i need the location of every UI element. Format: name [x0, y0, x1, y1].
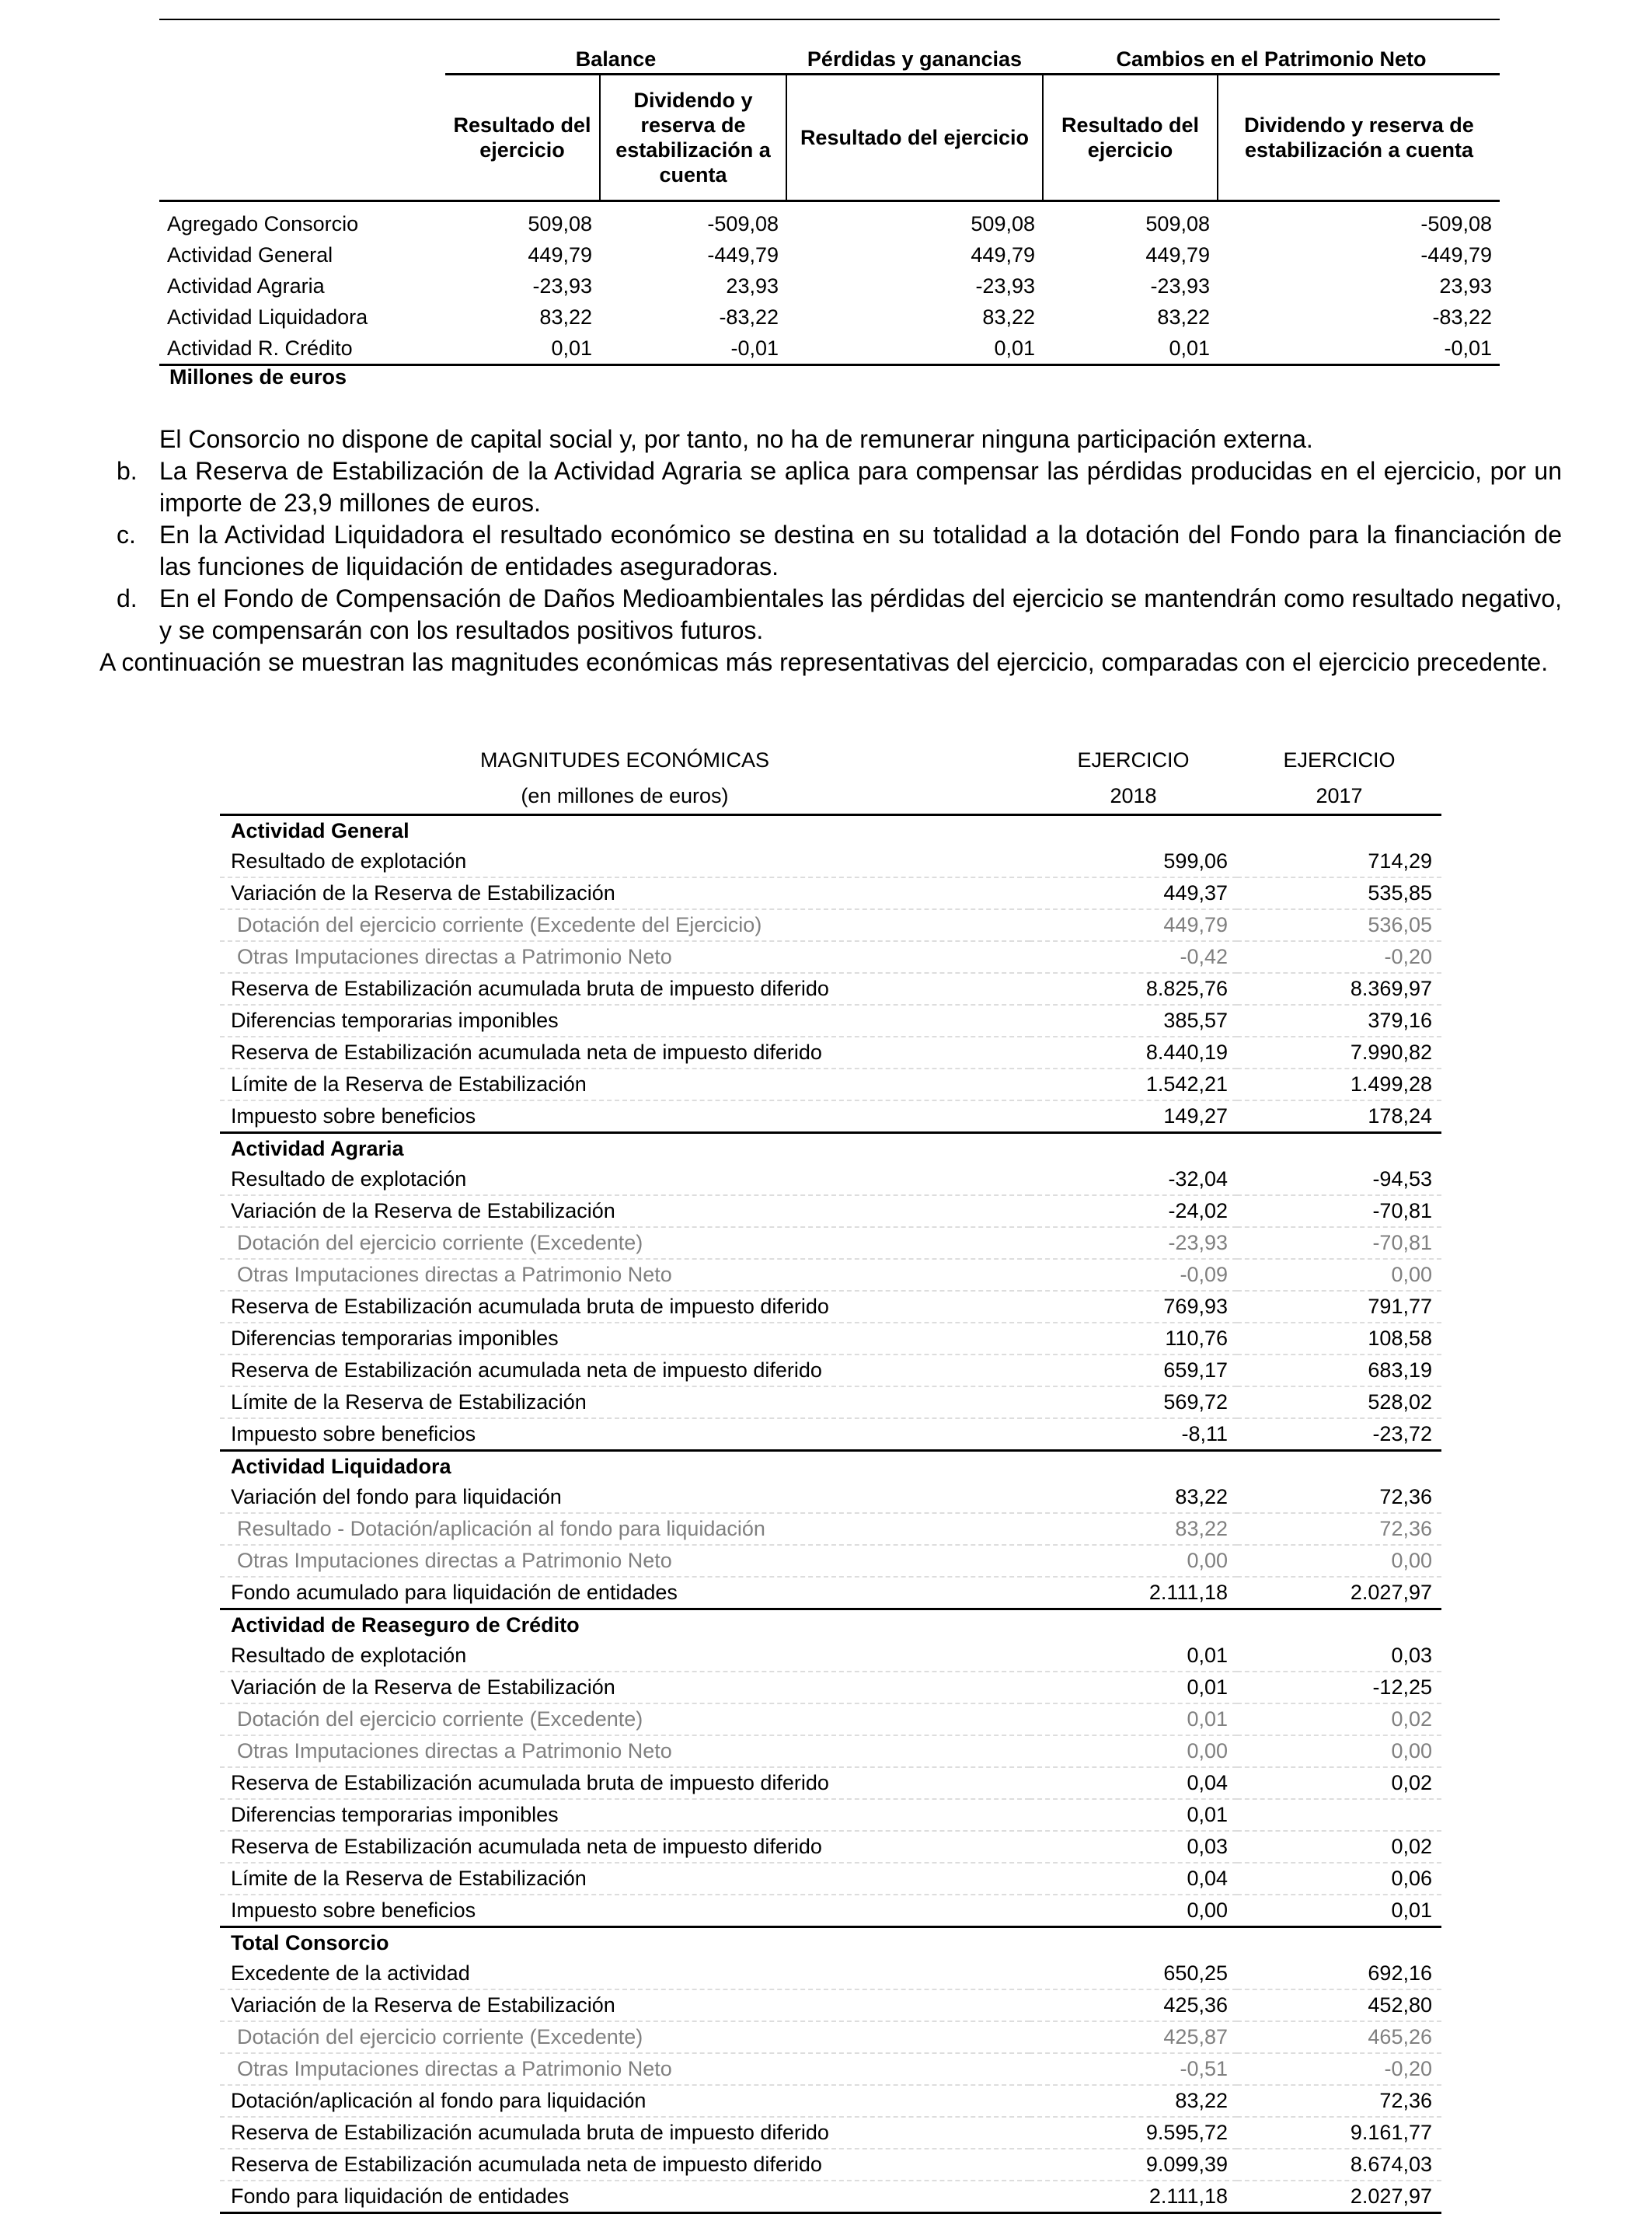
row-label: Actividad R. Crédito — [159, 333, 445, 365]
row-label: Reserva de Estabilización acumulada neta de impuesto diferido — [220, 2149, 1030, 2181]
value-2017: -94,53 — [1237, 1164, 1441, 1195]
value-2017: 0,02 — [1237, 1703, 1441, 1735]
section-header — [220, 1927, 1441, 1959]
value-2017: 0,01 — [1237, 1895, 1441, 1927]
table-row — [220, 2117, 1441, 2149]
section-title: Actividad Agraria — [231, 1137, 404, 1160]
table-row — [220, 1989, 1441, 2021]
table-row — [220, 1195, 1441, 1227]
row-value: -0,01 — [600, 333, 786, 365]
value-2017: 714,29 — [1237, 846, 1441, 877]
table-row — [220, 1863, 1441, 1895]
row-label: Resultado - Dotación/aplicación al fondo para liquidación — [220, 1513, 1030, 1545]
value-2018: 9.099,39 — [1030, 2149, 1237, 2181]
value-2018: -8,11 — [1030, 1418, 1237, 1451]
value-2018: 769,93 — [1030, 1291, 1237, 1323]
section-header — [220, 1133, 1441, 1165]
row-label: Reserva de Estabilización acumulada bruta de impuesto diferido — [220, 2117, 1030, 2149]
table-row — [220, 2021, 1441, 2053]
table-row — [220, 1227, 1441, 1259]
table-row — [220, 2149, 1441, 2181]
value-2018: 0,00 — [1030, 1545, 1237, 1577]
value-2017: 465,26 — [1237, 2021, 1441, 2053]
column-header: Dividendo y reserva de estabilización a cuenta — [1218, 75, 1500, 201]
list-marker: c. — [117, 521, 136, 549]
value-2018: 1.542,21 — [1030, 1069, 1237, 1100]
table-row — [159, 201, 1500, 240]
row-label: Variación de la Reserva de Estabilización — [220, 1672, 1030, 1703]
value-2018: 0,03 — [1030, 1831, 1237, 1863]
row-label: Reserva de Estabilización acumulada bruta de impuesto diferido — [220, 973, 1030, 1005]
value-2017: 0,02 — [1237, 1767, 1441, 1799]
row-label: Variación de la Reserva de Estabilización — [220, 1989, 1030, 2021]
table-row — [220, 1767, 1441, 1799]
value-2017: 72,36 — [1237, 1482, 1441, 1513]
row-label: Variación del fondo para liquidación — [220, 1482, 1030, 1513]
value-2018: 149,27 — [1030, 1100, 1237, 1133]
table-row — [220, 1735, 1441, 1767]
value-2017: 0,00 — [1237, 1259, 1441, 1291]
row-label: Reserva de Estabilización acumulada bruta de impuesto diferido — [220, 1291, 1030, 1323]
value-2017: -70,81 — [1237, 1227, 1441, 1259]
value-2017: 1.499,28 — [1237, 1069, 1441, 1100]
paragraph-intro: El Consorcio no dispone de capital social y, por tanto, no ha de remunerar ninguna participación externa. — [159, 425, 1313, 453]
value-2017: 0,00 — [1237, 1735, 1441, 1767]
value-2017: 536,05 — [1237, 909, 1441, 941]
value-2018: 449,79 — [1030, 909, 1237, 941]
row-label: Dotación del ejercicio corriente (Excedente) — [220, 1703, 1030, 1735]
table-row — [220, 1958, 1441, 1989]
year-header: 2018 — [1030, 778, 1237, 815]
value-2018: -32,04 — [1030, 1164, 1237, 1195]
row-value: 23,93 — [726, 274, 779, 298]
section-title: Actividad Liquidadora — [231, 1455, 451, 1478]
value-2017: 8.674,03 — [1237, 2149, 1441, 2181]
value-2017: -70,81 — [1237, 1195, 1441, 1227]
row-label: Variación de la Reserva de Estabilización — [220, 877, 1030, 909]
table-row — [220, 1259, 1441, 1291]
value-2017: 379,16 — [1237, 1005, 1441, 1037]
table-row — [220, 1640, 1441, 1672]
value-2018: -0,51 — [1030, 2053, 1237, 2085]
value-2018: 9.595,72 — [1030, 2117, 1237, 2149]
row-value: 449,79 — [528, 243, 592, 267]
row-label: Reserva de Estabilización acumulada neta de impuesto diferido — [220, 1831, 1030, 1863]
row-value: -0,01 — [1218, 333, 1500, 365]
column-header: Dividendo y reserva de estabilización a cuenta — [600, 75, 786, 201]
group-header-balance: Balance — [445, 44, 786, 75]
table-row — [220, 1482, 1441, 1513]
value-2018: 83,22 — [1030, 1513, 1237, 1545]
summary-table — [159, 44, 1500, 366]
row-label: Reserva de Estabilización acumulada bruta de impuesto diferido — [220, 1767, 1030, 1799]
top-rule — [159, 19, 1500, 20]
row-label: Reserva de Estabilización acumulada neta de impuesto diferido — [220, 1355, 1030, 1386]
table-subtitle: (en millones de euros) — [220, 778, 1030, 815]
table-row — [220, 1323, 1441, 1355]
row-label: Límite de la Reserva de Estabilización — [220, 1386, 1030, 1418]
table-row — [220, 1577, 1441, 1609]
row-value: 0,01 — [445, 333, 600, 365]
table-row — [220, 2085, 1441, 2117]
row-label: Dotación/aplicación al fondo para liquidación — [220, 2085, 1030, 2117]
row-value: 0,01 — [786, 333, 1043, 365]
magnitudes-table — [220, 742, 1441, 2214]
column-header: Resultado del ejercicio — [786, 75, 1043, 201]
value-2017: 178,24 — [1237, 1100, 1441, 1133]
list-text: En el Fondo de Compensación de Daños Medioambientales las pérdidas del ejercicio se mantendrán como resultado negativo, y se compensarán con los resultados positivos futuros. — [159, 584, 1562, 644]
table-row — [220, 1703, 1441, 1735]
value-2017: 108,58 — [1237, 1323, 1441, 1355]
row-value: -509,08 — [1420, 212, 1492, 235]
section-title: Actividad de Reaseguro de Crédito — [231, 1613, 580, 1637]
value-2018: 425,36 — [1030, 1989, 1237, 2021]
value-2017: 8.369,97 — [1237, 973, 1441, 1005]
paragraph-closing: A continuación se muestran las magnitudes económicas más representativas del ejercicio, comparadas con el ejercicio precedente. — [99, 648, 1549, 676]
table-row — [220, 1513, 1441, 1545]
year-col-label: EJERCICIO — [1077, 748, 1190, 772]
value-2017: 7.990,82 — [1237, 1037, 1441, 1069]
row-label: Límite de la Reserva de Estabilización — [220, 1863, 1030, 1895]
list-item — [99, 519, 1562, 583]
value-2018: 599,06 — [1030, 846, 1237, 877]
list-marker: b. — [117, 457, 138, 485]
year-header: 2017 — [1237, 778, 1441, 815]
section-header — [220, 815, 1441, 847]
row-value: -23,93 — [1150, 274, 1210, 298]
value-2017: -0,20 — [1237, 2053, 1441, 2085]
value-2017: -23,72 — [1237, 1418, 1441, 1451]
list-text: En la Actividad Liquidadora el resultado económico se destina en su totalidad a la dotación del Fondo para la financiación de las funciones de liquidación de entidades aseguradoras. — [159, 521, 1562, 581]
row-label: Diferencias temporarias imponibles — [220, 1323, 1030, 1355]
table-row — [220, 1386, 1441, 1418]
table-row — [220, 2181, 1441, 2213]
row-value: -23,93 — [532, 274, 592, 298]
table-row — [159, 302, 1500, 333]
value-2018: 110,76 — [1030, 1323, 1237, 1355]
row-value: 509,08 — [528, 212, 592, 235]
column-header: Resultado del ejercicio — [1043, 75, 1218, 201]
value-2017: -12,25 — [1237, 1672, 1441, 1703]
row-label: Límite de la Reserva de Estabilización — [220, 1069, 1030, 1100]
value-2018: 449,37 — [1030, 877, 1237, 909]
table-row — [220, 1418, 1441, 1451]
table-row — [220, 1100, 1441, 1133]
row-label: Dotación del ejercicio corriente (Excedente) — [220, 2021, 1030, 2053]
table-row — [220, 1291, 1441, 1323]
row-label: Resultado de explotación — [220, 846, 1030, 877]
value-2017: 528,02 — [1237, 1386, 1441, 1418]
value-2017: 791,77 — [1237, 1291, 1441, 1323]
value-2017: 692,16 — [1237, 1958, 1441, 1989]
row-value: 83,22 — [982, 305, 1035, 329]
table-title: MAGNITUDES ECONÓMICAS — [479, 748, 770, 772]
row-label: Impuesto sobre beneficios — [220, 1895, 1030, 1927]
row-label: Excedente de la actividad — [220, 1958, 1030, 1989]
row-label: Otras Imputaciones directas a Patrimonio Neto — [220, 2053, 1030, 2085]
row-label: Diferencias temporarias imponibles — [220, 1005, 1030, 1037]
section-header — [220, 1609, 1441, 1641]
value-2017: -0,20 — [1237, 941, 1441, 973]
row-label: Variación de la Reserva de Estabilización — [220, 1195, 1030, 1227]
row-value: 509,08 — [971, 212, 1035, 235]
table-row — [220, 877, 1441, 909]
row-value: -83,22 — [1432, 305, 1492, 329]
value-2017 — [1237, 1799, 1441, 1831]
row-label: Otras Imputaciones directas a Patrimonio Neto — [220, 1735, 1030, 1767]
row-value: 509,08 — [1145, 212, 1210, 235]
value-2018: 8.440,19 — [1030, 1037, 1237, 1069]
row-label: Fondo para liquidación de entidades — [220, 2181, 1030, 2213]
row-value: 83,22 — [539, 305, 592, 329]
row-label: Dotación del ejercicio corriente (Excedente del Ejercicio) — [220, 909, 1030, 941]
table-row — [220, 909, 1441, 941]
value-2018: 83,22 — [1030, 1482, 1237, 1513]
table-row — [220, 1355, 1441, 1386]
row-value: 83,22 — [1157, 305, 1210, 329]
group-header-patrimonio: Cambios en el Patrimonio Neto — [1043, 44, 1500, 75]
row-label: Diferencias temporarias imponibles — [220, 1799, 1030, 1831]
section-header — [220, 1451, 1441, 1483]
value-2018: -23,93 — [1030, 1227, 1237, 1259]
value-2018: 0,00 — [1030, 1895, 1237, 1927]
table-row — [159, 239, 1500, 270]
value-2017: 0,06 — [1237, 1863, 1441, 1895]
value-2017: 72,36 — [1237, 1513, 1441, 1545]
table-row — [220, 2053, 1441, 2085]
table-row — [220, 973, 1441, 1005]
value-2018: 0,04 — [1030, 1767, 1237, 1799]
table-row — [159, 270, 1500, 302]
value-2017: 72,36 — [1237, 2085, 1441, 2117]
value-2017: 0,00 — [1237, 1545, 1441, 1577]
table-row — [220, 846, 1441, 877]
table-row — [220, 1895, 1441, 1927]
value-2018: 2.111,18 — [1030, 2181, 1237, 2213]
row-label: Dotación del ejercicio corriente (Excedente) — [220, 1227, 1030, 1259]
row-label: Impuesto sobre beneficios — [220, 1100, 1030, 1133]
value-2018: 0,01 — [1030, 1640, 1237, 1672]
table-row — [220, 1545, 1441, 1577]
column-header: Resultado del ejercicio — [445, 75, 600, 201]
value-2018: 2.111,18 — [1030, 1577, 1237, 1609]
row-value: -449,79 — [1420, 243, 1492, 267]
row-label: Otras Imputaciones directas a Patrimonio Neto — [220, 941, 1030, 973]
row-value: 23,93 — [1439, 274, 1492, 298]
list-marker: d. — [117, 584, 138, 612]
list-text: La Reserva de Estabilización de la Actividad Agraria se aplica para compensar las pérdidas producidas en el ejercicio, por un importe de 23,9 millones de euros. — [159, 457, 1562, 517]
row-label: Actividad General — [167, 243, 333, 267]
table-row — [220, 1069, 1441, 1100]
value-2018: 0,04 — [1030, 1863, 1237, 1895]
table-row — [220, 1799, 1441, 1831]
value-2018: 0,01 — [1030, 1703, 1237, 1735]
value-2017: 452,80 — [1237, 1989, 1441, 2021]
list-item — [99, 583, 1562, 647]
value-2017: 0,02 — [1237, 1831, 1441, 1863]
row-value: 0,01 — [1043, 333, 1218, 365]
year-col-label: EJERCICIO — [1283, 748, 1396, 772]
value-2017: 0,03 — [1237, 1640, 1441, 1672]
row-value: 449,79 — [1145, 243, 1210, 267]
value-2018: -24,02 — [1030, 1195, 1237, 1227]
row-label: Fondo acumulado para liquidación de entidades — [220, 1577, 1030, 1609]
row-label: Agregado Consorcio — [167, 212, 359, 235]
value-2017: 2.027,97 — [1237, 2181, 1441, 2213]
section-title: Actividad General — [231, 819, 410, 842]
value-2018: 425,87 — [1030, 2021, 1237, 2053]
list-item — [99, 455, 1562, 519]
value-2018: 659,17 — [1030, 1355, 1237, 1386]
row-value: -449,79 — [707, 243, 779, 267]
row-label: Otras Imputaciones directas a Patrimonio Neto — [220, 1545, 1030, 1577]
row-label: Actividad Liquidadora — [167, 305, 368, 329]
table-row — [220, 1831, 1441, 1863]
row-value: -509,08 — [707, 212, 779, 235]
table-row — [220, 1672, 1441, 1703]
table-row — [159, 333, 1500, 365]
value-2017: 2.027,97 — [1237, 1577, 1441, 1609]
group-header-pyg: Pérdidas y ganancias — [786, 44, 1043, 75]
value-2017: 683,19 — [1237, 1355, 1441, 1386]
value-2018: 569,72 — [1030, 1386, 1237, 1418]
body-text — [99, 424, 1562, 678]
row-label: Otras Imputaciones directas a Patrimonio Neto — [220, 1259, 1030, 1291]
row-value: -83,22 — [719, 305, 779, 329]
value-2018: 83,22 — [1030, 2085, 1237, 2117]
value-2017: 535,85 — [1237, 877, 1441, 909]
table-row — [220, 1164, 1441, 1195]
row-label: Impuesto sobre beneficios — [220, 1418, 1030, 1451]
row-label: Resultado de explotación — [220, 1640, 1030, 1672]
value-2018: 0,00 — [1030, 1735, 1237, 1767]
value-2018: -0,42 — [1030, 941, 1237, 973]
value-2018: 650,25 — [1030, 1958, 1237, 1989]
units-note: Millones de euros — [169, 365, 347, 389]
row-value: 449,79 — [971, 243, 1035, 267]
value-2018: 8.825,76 — [1030, 973, 1237, 1005]
table-row — [220, 1005, 1441, 1037]
section-title: Total Consorcio — [231, 1931, 389, 1954]
value-2018: 385,57 — [1030, 1005, 1237, 1037]
table-row — [220, 941, 1441, 973]
value-2017: 9.161,77 — [1237, 2117, 1441, 2149]
value-2018: 0,01 — [1030, 1672, 1237, 1703]
value-2018: -0,09 — [1030, 1259, 1237, 1291]
value-2018: 0,01 — [1030, 1799, 1237, 1831]
row-label: Reserva de Estabilización acumulada neta de impuesto diferido — [220, 1037, 1030, 1069]
table-row — [220, 1037, 1441, 1069]
row-value: -23,93 — [975, 274, 1035, 298]
row-label: Actividad Agraria — [167, 274, 325, 298]
row-label: Resultado de explotación — [220, 1164, 1030, 1195]
